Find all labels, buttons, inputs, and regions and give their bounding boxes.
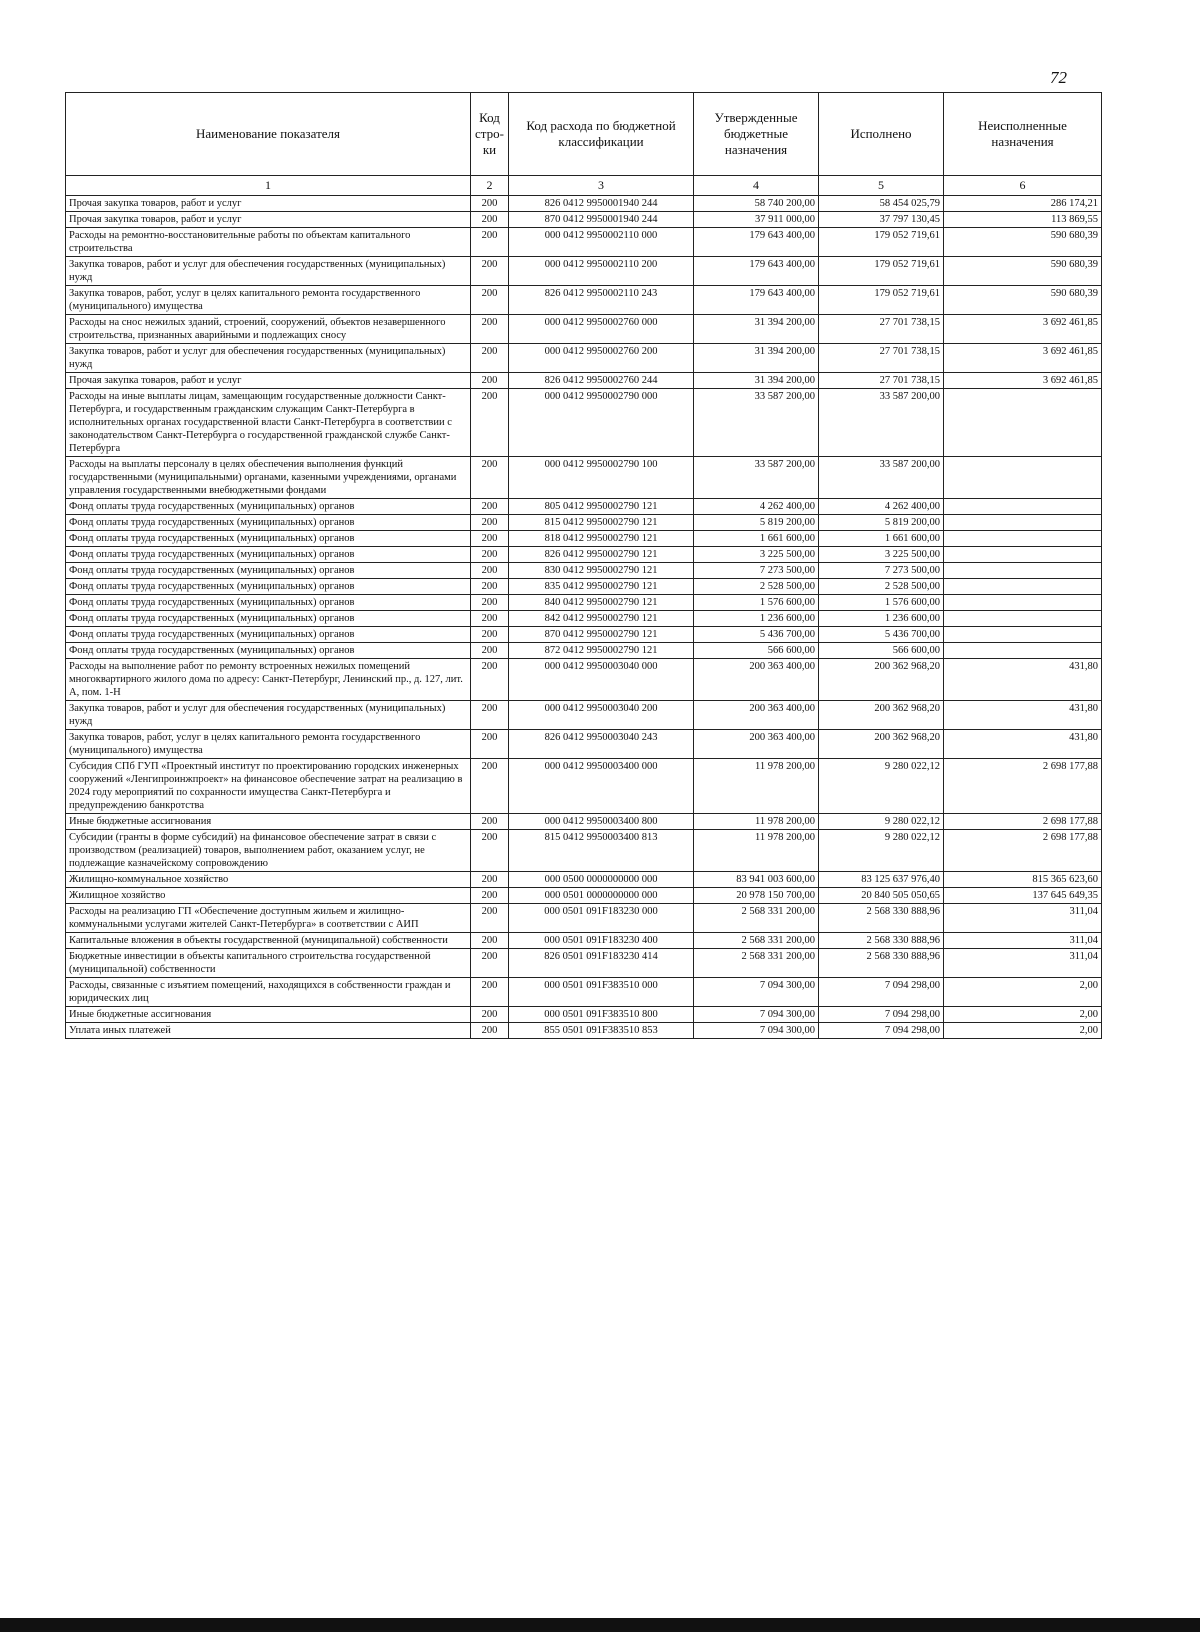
cell-classification-code: 872 0412 9950002790 121: [509, 643, 694, 659]
table-row: [66, 315, 1102, 344]
cell-executed: 1 576 600,00: [819, 595, 944, 611]
cell-indicator-name: Фонд оплаты труда государственных (муниципальных) органов: [66, 579, 471, 595]
cell-line-code: 200: [471, 531, 509, 547]
header-unexecuted-appropriations: Неисполненные назначения: [944, 93, 1102, 176]
cell-approved: 2 568 331 200,00: [694, 904, 819, 933]
cell-indicator-name: Прочая закупка товаров, работ и услуг: [66, 212, 471, 228]
cell-unexecuted: 3 692 461,85: [944, 373, 1102, 389]
cell-classification-code: 826 0412 9950002110 243: [509, 286, 694, 315]
cell-unexecuted: 311,04: [944, 949, 1102, 978]
column-number-row: [66, 176, 1102, 196]
cell-approved: 58 740 200,00: [694, 196, 819, 212]
cell-indicator-name: Расходы на ремонтно-восстановительные работы по объектам капитального строительства: [66, 228, 471, 257]
table-row: [66, 563, 1102, 579]
table-row: [66, 344, 1102, 373]
cell-unexecuted: 2 698 177,88: [944, 814, 1102, 830]
cell-classification-code: 826 0501 091F183230 414: [509, 949, 694, 978]
cell-line-code: 200: [471, 315, 509, 344]
table-row: [66, 1023, 1102, 1039]
cell-unexecuted: [944, 611, 1102, 627]
cell-approved: 7 273 500,00: [694, 563, 819, 579]
table-row: [66, 373, 1102, 389]
cell-classification-code: 000 0500 0000000000 000: [509, 872, 694, 888]
cell-unexecuted: [944, 531, 1102, 547]
cell-executed: 27 701 738,15: [819, 344, 944, 373]
table-row: [66, 933, 1102, 949]
cell-classification-code: 840 0412 9950002790 121: [509, 595, 694, 611]
cell-approved: 179 643 400,00: [694, 228, 819, 257]
cell-indicator-name: Фонд оплаты труда государственных (муниципальных) органов: [66, 627, 471, 643]
cell-classification-code: 826 0412 9950002790 121: [509, 547, 694, 563]
table-row: [66, 872, 1102, 888]
table-row: [66, 547, 1102, 563]
cell-unexecuted: [944, 579, 1102, 595]
table-row: [66, 888, 1102, 904]
cell-indicator-name: Жилищно-коммунальное хозяйство: [66, 872, 471, 888]
cell-line-code: 200: [471, 611, 509, 627]
cell-executed: 179 052 719,61: [819, 228, 944, 257]
cell-executed: 5 819 200,00: [819, 515, 944, 531]
cell-approved: 11 978 200,00: [694, 830, 819, 872]
table-row: [66, 611, 1102, 627]
cell-classification-code: 826 0412 9950002760 244: [509, 373, 694, 389]
cell-executed: 27 701 738,15: [819, 373, 944, 389]
column-number: 1: [66, 176, 471, 196]
table-row: [66, 457, 1102, 499]
cell-executed: 9 280 022,12: [819, 830, 944, 872]
cell-indicator-name: Прочая закупка товаров, работ и услуг: [66, 196, 471, 212]
cell-indicator-name: Фонд оплаты труда государственных (муниципальных) органов: [66, 595, 471, 611]
table-row: [66, 212, 1102, 228]
cell-executed: 9 280 022,12: [819, 814, 944, 830]
cell-executed: 3 225 500,00: [819, 547, 944, 563]
cell-indicator-name: Иные бюджетные ассигнования: [66, 1007, 471, 1023]
table-row: [66, 643, 1102, 659]
cell-line-code: 200: [471, 627, 509, 643]
cell-indicator-name: Расходы, связанные с изъятием помещений, находящихся в собственности граждан и юридических лиц: [66, 978, 471, 1007]
cell-unexecuted: 590 680,39: [944, 257, 1102, 286]
cell-unexecuted: 2,00: [944, 1007, 1102, 1023]
cell-executed: 4 262 400,00: [819, 499, 944, 515]
cell-approved: 7 094 300,00: [694, 1023, 819, 1039]
cell-executed: 200 362 968,20: [819, 701, 944, 730]
cell-classification-code: 870 0412 9950001940 244: [509, 212, 694, 228]
cell-line-code: 200: [471, 595, 509, 611]
cell-indicator-name: Фонд оплаты труда государственных (муниципальных) органов: [66, 531, 471, 547]
cell-classification-code: 855 0501 091F383510 853: [509, 1023, 694, 1039]
cell-unexecuted: 2 698 177,88: [944, 759, 1102, 814]
cell-classification-code: 000 0501 091F183230 400: [509, 933, 694, 949]
cell-unexecuted: 113 869,55: [944, 212, 1102, 228]
cell-line-code: 200: [471, 579, 509, 595]
cell-line-code: 200: [471, 457, 509, 499]
cell-approved: 200 363 400,00: [694, 701, 819, 730]
column-number: 2: [471, 176, 509, 196]
cell-line-code: 200: [471, 212, 509, 228]
column-number: 4: [694, 176, 819, 196]
cell-executed: 200 362 968,20: [819, 730, 944, 759]
cell-unexecuted: 431,80: [944, 730, 1102, 759]
cell-indicator-name: Расходы на реализацию ГП «Обеспечение доступным жильем и жилищно-коммунальными услугами жителей Санкт-Петербурга» в соответствии с АИП: [66, 904, 471, 933]
cell-indicator-name: Закупка товаров, работ и услуг для обеспечения государственных (муниципальных) нужд: [66, 257, 471, 286]
column-number: 5: [819, 176, 944, 196]
cell-executed: 179 052 719,61: [819, 257, 944, 286]
cell-executed: 58 454 025,79: [819, 196, 944, 212]
cell-line-code: 200: [471, 814, 509, 830]
cell-executed: 2 528 500,00: [819, 579, 944, 595]
cell-line-code: 200: [471, 563, 509, 579]
table-row: [66, 257, 1102, 286]
header-indicator-name: Наименование показателя: [66, 93, 471, 176]
cell-line-code: 200: [471, 872, 509, 888]
cell-executed: 566 600,00: [819, 643, 944, 659]
cell-unexecuted: [944, 515, 1102, 531]
cell-executed: 2 568 330 888,96: [819, 933, 944, 949]
cell-indicator-name: Уплата иных платежей: [66, 1023, 471, 1039]
cell-executed: 7 273 500,00: [819, 563, 944, 579]
cell-classification-code: 000 0501 091F383510 800: [509, 1007, 694, 1023]
cell-executed: 7 094 298,00: [819, 978, 944, 1007]
cell-unexecuted: [944, 627, 1102, 643]
cell-classification-code: 805 0412 9950002790 121: [509, 499, 694, 515]
cell-approved: 3 225 500,00: [694, 547, 819, 563]
cell-executed: 7 094 298,00: [819, 1007, 944, 1023]
cell-approved: 11 978 200,00: [694, 759, 819, 814]
cell-line-code: 200: [471, 1023, 509, 1039]
cell-approved: 7 094 300,00: [694, 978, 819, 1007]
cell-unexecuted: [944, 643, 1102, 659]
cell-indicator-name: Закупка товаров, работ, услуг в целях капитального ремонта государственного (муниципального) имущества: [66, 730, 471, 759]
cell-line-code: 200: [471, 228, 509, 257]
table-row: [66, 228, 1102, 257]
cell-classification-code: 000 0501 091F383510 000: [509, 978, 694, 1007]
cell-unexecuted: 3 692 461,85: [944, 344, 1102, 373]
cell-indicator-name: Расходы на выполнение работ по ремонту встроенных нежилых помещений многоквартирного жилого дома по адресу: Санкт-Петербург, Ленинский пр., д. 127, лит. А, пом. 1-Н: [66, 659, 471, 701]
cell-approved: 2 568 331 200,00: [694, 949, 819, 978]
cell-indicator-name: Фонд оплаты труда государственных (муниципальных) органов: [66, 515, 471, 531]
cell-unexecuted: 286 174,21: [944, 196, 1102, 212]
cell-classification-code: 000 0412 9950003040 000: [509, 659, 694, 701]
cell-unexecuted: 311,04: [944, 933, 1102, 949]
table-row: [66, 701, 1102, 730]
cell-line-code: 200: [471, 759, 509, 814]
cell-indicator-name: Капитальные вложения в объекты государственной (муниципальной) собственности: [66, 933, 471, 949]
cell-approved: 5 819 200,00: [694, 515, 819, 531]
cell-line-code: 200: [471, 1007, 509, 1023]
cell-executed: 1 236 600,00: [819, 611, 944, 627]
table-row: [66, 759, 1102, 814]
cell-approved: 37 911 000,00: [694, 212, 819, 228]
table-row: [66, 1007, 1102, 1023]
cell-line-code: 200: [471, 701, 509, 730]
table-row: [66, 531, 1102, 547]
cell-line-code: 200: [471, 515, 509, 531]
cell-approved: 1 576 600,00: [694, 595, 819, 611]
cell-executed: 5 436 700,00: [819, 627, 944, 643]
table-row: [66, 595, 1102, 611]
table-body: [66, 196, 1102, 1039]
cell-approved: 7 094 300,00: [694, 1007, 819, 1023]
cell-classification-code: 826 0412 9950003040 243: [509, 730, 694, 759]
cell-classification-code: 000 0412 9950002110 000: [509, 228, 694, 257]
budget-execution-table: [65, 92, 1102, 1039]
cell-classification-code: 000 0412 9950002790 000: [509, 389, 694, 457]
table-row: [66, 286, 1102, 315]
cell-indicator-name: Жилищное хозяйство: [66, 888, 471, 904]
cell-approved: 566 600,00: [694, 643, 819, 659]
cell-executed: 9 280 022,12: [819, 759, 944, 814]
table-row: [66, 904, 1102, 933]
table-row: [66, 196, 1102, 212]
cell-classification-code: 870 0412 9950002790 121: [509, 627, 694, 643]
cell-line-code: 200: [471, 286, 509, 315]
cell-unexecuted: 3 692 461,85: [944, 315, 1102, 344]
cell-approved: 33 587 200,00: [694, 457, 819, 499]
cell-unexecuted: 2,00: [944, 1023, 1102, 1039]
cell-unexecuted: [944, 457, 1102, 499]
cell-line-code: 200: [471, 888, 509, 904]
table-row: [66, 659, 1102, 701]
cell-approved: 5 436 700,00: [694, 627, 819, 643]
table-row: [66, 389, 1102, 457]
cell-indicator-name: Расходы на иные выплаты лицам, замещающим государственные должности Санкт-Петербурга, и государственным гражданским служащим Санкт-Петербурга в исполнительных органах государственной власти Санкт-Петербурга в соответствии с законодательством Санкт-Петербурга о государственной гражданской службе Санкт-Петербурга: [66, 389, 471, 457]
cell-classification-code: 815 0412 9950003400 813: [509, 830, 694, 872]
column-number: 3: [509, 176, 694, 196]
cell-line-code: 200: [471, 373, 509, 389]
cell-line-code: 200: [471, 830, 509, 872]
cell-classification-code: 815 0412 9950002790 121: [509, 515, 694, 531]
table-row: [66, 978, 1102, 1007]
cell-line-code: 200: [471, 643, 509, 659]
cell-indicator-name: Фонд оплаты труда государственных (муниципальных) органов: [66, 499, 471, 515]
cell-executed: 2 568 330 888,96: [819, 949, 944, 978]
cell-classification-code: 826 0412 9950001940 244: [509, 196, 694, 212]
cell-unexecuted: 2 698 177,88: [944, 830, 1102, 872]
cell-indicator-name: Прочая закупка товаров, работ и услуг: [66, 373, 471, 389]
table-row: [66, 579, 1102, 595]
cell-line-code: 200: [471, 659, 509, 701]
cell-indicator-name: Фонд оплаты труда государственных (муниципальных) органов: [66, 547, 471, 563]
cell-unexecuted: 137 645 649,35: [944, 888, 1102, 904]
table-row: [66, 515, 1102, 531]
cell-classification-code: 000 0412 9950003400 800: [509, 814, 694, 830]
cell-line-code: 200: [471, 344, 509, 373]
cell-classification-code: 000 0412 9950002760 000: [509, 315, 694, 344]
cell-executed: 7 094 298,00: [819, 1023, 944, 1039]
cell-executed: 33 587 200,00: [819, 457, 944, 499]
cell-indicator-name: Субсидия СПб ГУП «Проектный институт по проектированию городских инженерных сооружений «Ленгипроинжпроект» на финансовое обеспечение затрат на реализацию в 2024 году мероприятий по сохранности имущества Санкт-Петербурга и предупреждению банкротства: [66, 759, 471, 814]
cell-unexecuted: 431,80: [944, 701, 1102, 730]
cell-approved: 20 978 150 700,00: [694, 888, 819, 904]
cell-line-code: 200: [471, 257, 509, 286]
cell-unexecuted: [944, 595, 1102, 611]
cell-indicator-name: Расходы на выплаты персоналу в целях обеспечения выполнения функций государственными (муниципальными) органами, казенными учреждениями, органами управления государственными внебюджетными фондами: [66, 457, 471, 499]
cell-unexecuted: [944, 563, 1102, 579]
cell-executed: 20 840 505 050,65: [819, 888, 944, 904]
scan-bottom-edge: [0, 1618, 1200, 1632]
cell-indicator-name: Закупка товаров, работ и услуг для обеспечения государственных (муниципальных) нужд: [66, 701, 471, 730]
cell-executed: 179 052 719,61: [819, 286, 944, 315]
cell-line-code: 200: [471, 547, 509, 563]
cell-classification-code: 000 0412 9950002790 100: [509, 457, 694, 499]
cell-indicator-name: Субсидии (гранты в форме субсидий) на финансовое обеспечение затрат в связи с производством (реализацией) товаров, выполнением работ, оказанием услуг, не подлежащие казначейскому сопровождению: [66, 830, 471, 872]
cell-unexecuted: 590 680,39: [944, 228, 1102, 257]
cell-classification-code: 842 0412 9950002790 121: [509, 611, 694, 627]
cell-classification-code: 000 0412 9950003040 200: [509, 701, 694, 730]
table-row: [66, 814, 1102, 830]
cell-approved: 1 236 600,00: [694, 611, 819, 627]
header-line-code: Код стро- ки: [471, 93, 509, 176]
table-header-row: [66, 93, 1102, 176]
cell-classification-code: 818 0412 9950002790 121: [509, 531, 694, 547]
cell-classification-code: 835 0412 9950002790 121: [509, 579, 694, 595]
cell-unexecuted: 2,00: [944, 978, 1102, 1007]
cell-approved: 179 643 400,00: [694, 257, 819, 286]
page-number: 72: [1050, 68, 1067, 87]
table-row: [66, 499, 1102, 515]
cell-unexecuted: [944, 389, 1102, 457]
cell-line-code: 200: [471, 730, 509, 759]
cell-line-code: 200: [471, 196, 509, 212]
table-row: [66, 949, 1102, 978]
cell-unexecuted: 431,80: [944, 659, 1102, 701]
cell-approved: 2 568 331 200,00: [694, 933, 819, 949]
cell-indicator-name: Фонд оплаты труда государственных (муниципальных) органов: [66, 643, 471, 659]
cell-approved: 2 528 500,00: [694, 579, 819, 595]
cell-classification-code: 000 0412 9950002760 200: [509, 344, 694, 373]
cell-unexecuted: 815 365 623,60: [944, 872, 1102, 888]
cell-classification-code: 000 0412 9950002110 200: [509, 257, 694, 286]
cell-executed: 200 362 968,20: [819, 659, 944, 701]
cell-unexecuted: 590 680,39: [944, 286, 1102, 315]
cell-indicator-name: Расходы на снос нежилых зданий, строений, сооружений, объектов незавершенного строительства, признанных аварийными и подлежащих сносу: [66, 315, 471, 344]
cell-approved: 83 941 003 600,00: [694, 872, 819, 888]
cell-line-code: 200: [471, 904, 509, 933]
cell-approved: 200 363 400,00: [694, 659, 819, 701]
cell-indicator-name: Закупка товаров, работ, услуг в целях капитального ремонта государственного (муниципального) имущества: [66, 286, 471, 315]
cell-executed: 37 797 130,45: [819, 212, 944, 228]
cell-line-code: 200: [471, 933, 509, 949]
cell-approved: 31 394 200,00: [694, 344, 819, 373]
cell-indicator-name: Иные бюджетные ассигнования: [66, 814, 471, 830]
cell-approved: 31 394 200,00: [694, 315, 819, 344]
cell-executed: 33 587 200,00: [819, 389, 944, 457]
cell-indicator-name: Фонд оплаты труда государственных (муниципальных) органов: [66, 563, 471, 579]
header-approved-appropriations: Утвержденные бюджетные назначения: [694, 93, 819, 176]
cell-approved: 11 978 200,00: [694, 814, 819, 830]
cell-line-code: 200: [471, 949, 509, 978]
cell-unexecuted: 311,04: [944, 904, 1102, 933]
cell-indicator-name: Фонд оплаты труда государственных (муниципальных) органов: [66, 611, 471, 627]
cell-line-code: 200: [471, 389, 509, 457]
cell-approved: 200 363 400,00: [694, 730, 819, 759]
header-executed: Исполнено: [819, 93, 944, 176]
column-number: 6: [944, 176, 1102, 196]
table-row: [66, 830, 1102, 872]
cell-classification-code: 000 0412 9950003400 000: [509, 759, 694, 814]
cell-line-code: 200: [471, 978, 509, 1007]
cell-classification-code: 830 0412 9950002790 121: [509, 563, 694, 579]
cell-indicator-name: Закупка товаров, работ и услуг для обеспечения государственных (муниципальных) нужд: [66, 344, 471, 373]
cell-approved: 179 643 400,00: [694, 286, 819, 315]
table-row: [66, 627, 1102, 643]
cell-approved: 1 661 600,00: [694, 531, 819, 547]
cell-classification-code: 000 0501 0000000000 000: [509, 888, 694, 904]
cell-executed: 83 125 637 976,40: [819, 872, 944, 888]
cell-indicator-name: Бюджетные инвестиции в объекты капитального строительства государственной (муниципальной) собственности: [66, 949, 471, 978]
cell-classification-code: 000 0501 091F183230 000: [509, 904, 694, 933]
header-budget-classification-code: Код расхода по бюджетной классификации: [509, 93, 694, 176]
table-row: [66, 730, 1102, 759]
cell-unexecuted: [944, 547, 1102, 563]
cell-executed: 2 568 330 888,96: [819, 904, 944, 933]
cell-approved: 33 587 200,00: [694, 389, 819, 457]
cell-executed: 1 661 600,00: [819, 531, 944, 547]
cell-approved: 4 262 400,00: [694, 499, 819, 515]
cell-executed: 27 701 738,15: [819, 315, 944, 344]
cell-approved: 31 394 200,00: [694, 373, 819, 389]
cell-unexecuted: [944, 499, 1102, 515]
cell-line-code: 200: [471, 499, 509, 515]
